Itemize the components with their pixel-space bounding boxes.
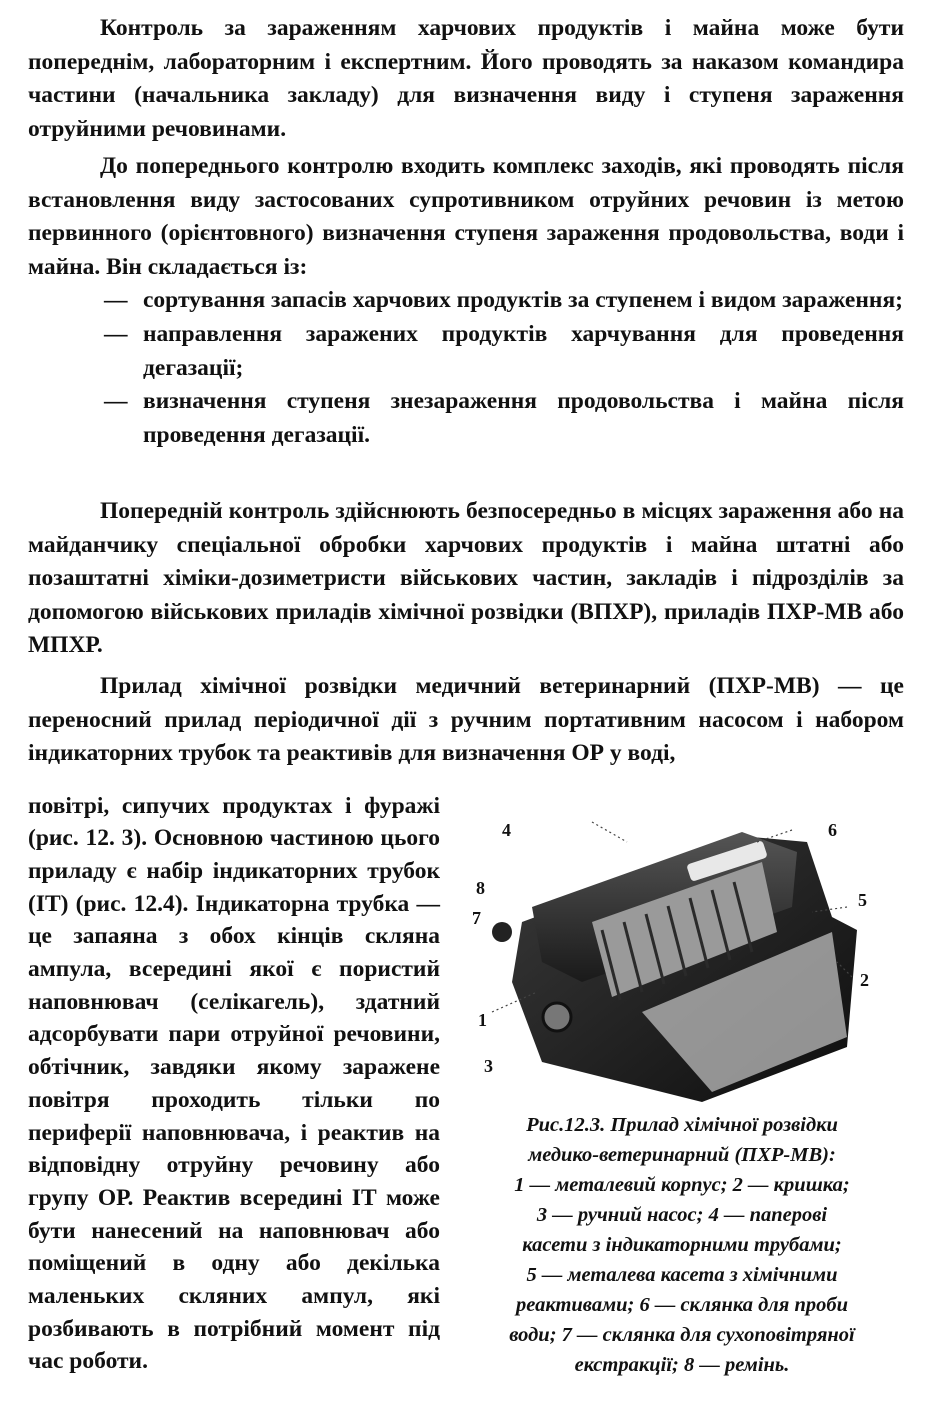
dash-mark: — — [104, 388, 128, 415]
paragraph-intro: Контроль за зараженням харчових продуктів і майна може бути попереднім, лабораторним і експертним. Його проводять за наказом командира частини (начальника закладу) для визначення виду і ступеня зараження отруйними речовинами. — [28, 15, 904, 142]
dash-mark: — — [104, 320, 128, 347]
dash-mark: — — [104, 287, 128, 314]
bullet-item — [28, 284, 904, 318]
device-illustration — [462, 812, 902, 1112]
callout-8: 8 — [476, 878, 485, 898]
caption-line: 5 — металева касета з хімічними — [526, 1264, 838, 1286]
callout-3: 3 — [484, 1056, 493, 1076]
caption-line: екстракції; 8 — ремінь. — [574, 1354, 790, 1376]
figure-caption — [458, 1110, 906, 1380]
device-figure — [462, 812, 902, 1112]
paragraph-control-execution: Попередній контроль здійснюють безпосередньо в місцях зараження або на майданчику спеціальної обробки харчових продуктів і майна штатні або позаштатні хіміки-дозиметристи військових частин, закладів і підрозділів за допомогою військових приладів хімічної розвідки (ВПХР), приладів ПХР-МВ або МПХР. — [28, 498, 904, 659]
paragraph-preliminary-control — [28, 150, 904, 452]
bullet-item — [28, 385, 904, 452]
caption-line: реактивами; 6 — склянка для проби — [516, 1294, 848, 1316]
callout-7: 7 — [472, 908, 481, 928]
callout-4: 4 — [502, 820, 511, 840]
caption-line: 1 — металевий корпус; 2 — кришка; — [514, 1174, 850, 1196]
callout-6: 6 — [828, 820, 837, 840]
bullet-text: визначення ступеня знезараження продовольства і майна після проведення дегазації. — [143, 388, 904, 448]
bullet-text: сортування запасів харчових продуктів за ступенем і видом зараження; — [143, 287, 903, 314]
paragraph-prefix: До — [100, 153, 136, 179]
paragraph-rest: входить комплекс заходів, які проводять після встановлення виду застосованих супротивником отруйних речовин із метою первинного (орієнтовного) визначення ступеня зараження продовольства, води і майна. Він складається із: — [28, 153, 904, 280]
bullet-item — [28, 318, 904, 385]
caption-line: 3 — ручний насос; 4 — паперові — [536, 1204, 828, 1226]
bullet-text: направлення заражених продуктів харчування для проведення дегазації; — [143, 320, 904, 381]
caption-line: касети з індикаторними трубами; — [522, 1234, 842, 1256]
caption-line: води; 7 — склянка для сухоповітряної — [509, 1324, 855, 1346]
caption-line: медико-ветеринарний (ПХР-МВ): — [528, 1144, 836, 1166]
jar-knob — [492, 922, 512, 942]
pump-knob — [543, 1003, 571, 1031]
paragraph-device-intro: Прилад хімічної розвідки медичний ветеринарний (ПХР-МВ) — це переносний прилад періодичної дії з ручним портативним насосом і набором індикаторних трубок та реактивів для визначення ОР у воді, — [28, 673, 904, 767]
bullet-list — [28, 284, 904, 452]
callout-2: 2 — [860, 970, 869, 990]
term-preliminary-control: попереднього контролю — [135, 153, 394, 179]
callout-5: 5 — [858, 890, 867, 910]
caption-line: Рис.12.3. Прилад хімічної розвідки — [526, 1114, 838, 1136]
paragraph-indicator-tube: повітрі, сипучих продуктах і фуражі (рис. 12. 3). Основною частиною цього приладу є набір індикаторних трубок (ІТ) (рис. 12.4). Індикаторна трубка — це запаяна з обох кінців скляна ампула, всередині якої є пористий наповнювач (селікагель), здатний адсорбувати пари отруйної речовини, обтічник, завдяки якому заражене повітря проходить тільки по периферії наповнювача, і реактив на відповідну отруйну речовину або групу ОР. Реактив всередині ІТ може бути нанесений на наповнювач або поміщений в одну або декілька маленьких скляних ампул, які розбивають в потрібний момент під час роботи. — [28, 792, 440, 1375]
callout-1: 1 — [478, 1010, 487, 1030]
